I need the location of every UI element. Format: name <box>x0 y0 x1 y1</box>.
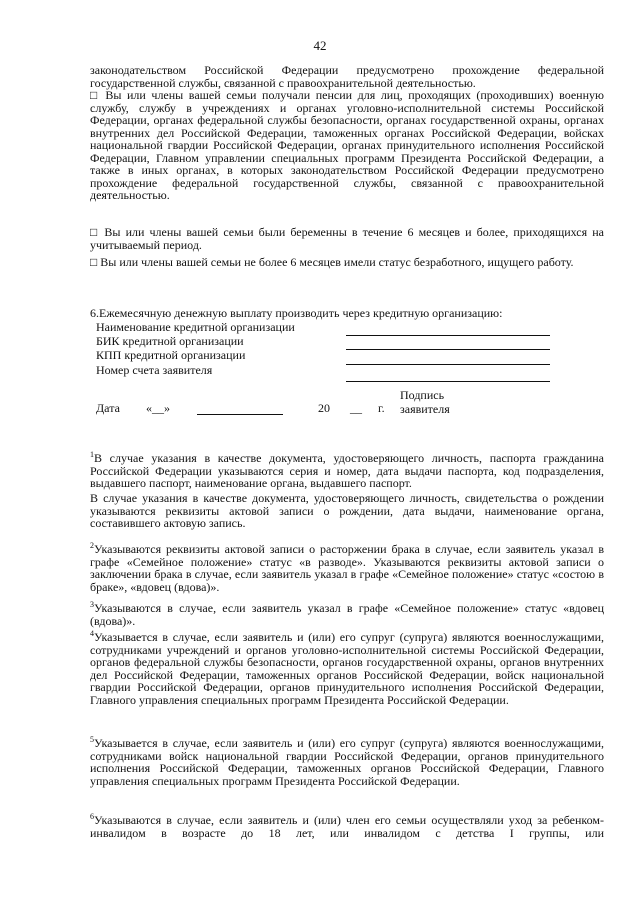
paragraph-law-continuation: законодательством Российской Федерации предусмотрено прохождение федеральной государственной службы, связанной с правоохранительной деятельностью. <box>90 63 604 90</box>
date-year-prefix: 20 <box>318 401 330 415</box>
footnote-mark: 3 <box>90 600 94 609</box>
footnote-text: Указываются в случае, если заявитель и (или) член его семьи осуществляли уход за ребенком-инвалидом в возрасте до 18 лет, или инвалидом с детства I группы, или <box>90 813 604 840</box>
footnote-text: Указывается в случае, если заявитель и (или) его супруг (супруга) являются военнослужащими, сотрудниками учреждений и органов уголовно-исполнительной системы Российской Федерации, органов федеральной службы безопасности, органов государственной охраны, органов внутренних дел Российской Федерации, таможенных органов Российской Федерации, войск национальной гвардии Российской Федерации, органов принудительного исполнения Российской Федерации, Главного управления специальных программ Президента Российской Федерации. <box>90 630 604 707</box>
footnote-3 <box>90 602 604 627</box>
footnote-mark: 4 <box>90 629 94 638</box>
footnote-5 <box>90 737 604 787</box>
field-label-account-number: Номер счета заявителя <box>96 363 213 377</box>
field-label-bank-name: Наименование кредитной организации <box>96 320 295 334</box>
signature-label-line2: заявителя <box>400 402 450 416</box>
date-day-field[interactable]: «__» <box>146 401 170 415</box>
checkbox-item-unemployed[interactable]: □ Вы или члены вашей семьи не более 6 месяцев имели статус безработного, ищущего работу. <box>90 255 574 269</box>
bik-input-line[interactable] <box>346 349 550 350</box>
date-year-field[interactable]: __ <box>350 401 362 415</box>
kpp-input-line[interactable] <box>346 364 550 365</box>
footnote-1-continued <box>90 492 604 530</box>
footnote-mark: 5 <box>90 735 94 744</box>
checkbox-item-pregnancy[interactable]: □ Вы или члены вашей семьи были беременны в течение 6 месяцев и более, приходящихся на учитываемый период. <box>90 225 604 252</box>
footnote-text: В случае указания в качестве документа, удостоверяющего личность, паспорта гражданина Российской Федерации указываются серия и номер, дата выдачи паспорта, код подразделения, выдавшего паспорт, наименование органа, выдавшего паспорт. <box>90 451 604 490</box>
footnote-text: Указываются реквизиты актовой записи о расторжении брака в случае, если заявитель указал в графе «Семейное положение» статус «в разводе». Указываются реквизиты актовой записи о заключении брака в случае, если заявитель указал в графе «Семейное положение» статус «состою в браке», «вдовец (вдова)». <box>90 542 604 594</box>
field-label-kpp: КПП кредитной организации <box>96 348 246 362</box>
footnote-mark: 6 <box>90 812 94 821</box>
date-month-line[interactable] <box>197 414 283 415</box>
footnote-mark: 1 <box>90 450 94 459</box>
bank-name-input-line[interactable] <box>346 335 550 336</box>
date-year-suffix: г. <box>378 401 385 415</box>
section-6-heading: 6.Ежемесячную денежную выплату производить через кредитную организацию: <box>90 306 503 320</box>
footnote-mark: 2 <box>90 541 94 550</box>
checkbox-item-pensions[interactable]: □ Вы или члены вашей семьи получали пенсии для лиц, проходящих (проходивших) военную службу, службу в учреждениях и органах уголовно-исполнительной системы Российской Федерации, органах федеральной службы безопасности, органах государственной охраны, органах внутренних дел Российской Федерации, таможенных органах Российской Федерации, войсках национальной гвардии Российской Федерации, органах принудительного исполнения Российской Федерации, Главном управлении специальных программ Президента Российской Федерации, а также в иных органах, в которых законодательством Российской Федерации предусмотрено прохождение федеральной государственной службы, связанной с правоохранительной деятельностью. <box>90 88 604 202</box>
field-label-bik: БИК кредитной организации <box>96 334 244 348</box>
account-number-input-line[interactable] <box>346 381 550 382</box>
footnote-text: В случае указания в качестве документа, удостоверяющего личность, свидетельства о рождении указываются реквизиты актовой записи о рождении, дата выдачи, наименование органа, составившего актовую запись. <box>90 491 604 530</box>
footnote-1 <box>90 452 604 490</box>
date-label: Дата <box>96 401 120 415</box>
footnote-6 <box>90 814 604 839</box>
footnote-text: Указываются в случае, если заявитель указал в графе «Семейное положение» статус «вдовец (вдова)». <box>90 601 604 628</box>
footnote-2 <box>90 543 604 593</box>
footnote-text: Указывается в случае, если заявитель и (или) его супруг (супруга) являются военнослужащими, сотрудниками войск национальной гвардии Российской Федерации, органов принудительного исполнения Российской Федерации, таможенных органов Российской Федерации, Главного управления специальных программ Президента Российской Федерации. <box>90 736 604 788</box>
page-number: 42 <box>313 38 327 53</box>
signature-label-line1: Подпись <box>400 388 445 402</box>
footnote-4 <box>90 631 604 706</box>
